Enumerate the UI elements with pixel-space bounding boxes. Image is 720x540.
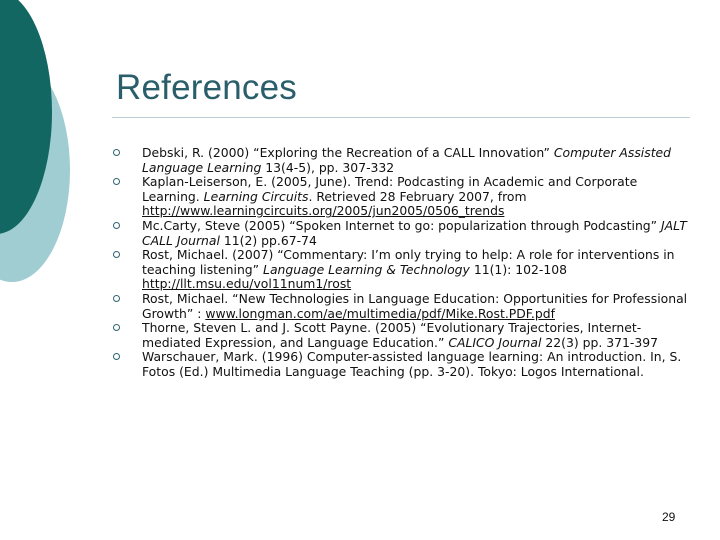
page-number: 29 — [662, 510, 676, 524]
decorative-teal-shapes — [0, 0, 80, 300]
reference-text: 11(2) pp.67-74 — [219, 232, 317, 248]
circle-bullet-icon — [113, 353, 120, 360]
reference-text: 13(4-5), pp. 307-332 — [261, 159, 395, 175]
circle-bullet-icon — [113, 251, 120, 258]
circle-bullet-icon — [113, 149, 120, 156]
reference-text: Rost, Michael. “New Technologies in Language Education: Opportunities for Professional Growth” : — [142, 290, 688, 321]
reference-title-italic: Language Learning & Technology — [263, 261, 470, 277]
reference-text: Mc.Carty, Steve (2005) “Spoken Internet to go: popularization through Podcasting” — [142, 217, 662, 233]
reference-link[interactable]: www.longman.com/ae/multimedia/pdf/Mike.Rost.PDF.pdf — [205, 305, 555, 321]
reference-text: Rost, Michael. (2007) “Commentary: I’m only trying to help: A role for interventions in teaching listening” — [142, 247, 675, 277]
reference-text: Debski, R. (2000) “Exploring the Recreation of a CALL Innovation” — [142, 145, 554, 160]
circle-bullet-icon — [113, 295, 120, 302]
reference-item — [112, 146, 692, 175]
reference-title-italic: Computer Assisted Language Learning — [142, 145, 672, 175]
reference-text: 22(3) pp. 371-397 — [541, 334, 659, 350]
reference-text: Warschauer, Mark. (1996) Computer-assisted language learning: An introduction. In, S. Fotos (Ed.) Multimedia Language Teaching (pp. 3-20). Tokyo: Logos International. — [142, 349, 682, 379]
reference-text: Kaplan-Leiserson, E. (2005, June). Trend: Podcasting in Academic and Corporate Learning. — [142, 174, 638, 204]
reference-title-italic: JALT CALL Journal — [142, 217, 687, 248]
reference-text: 11(1): 102-108 — [469, 261, 568, 277]
reference-title-italic: CALICO Journal — [448, 334, 542, 350]
circle-bullet-icon — [113, 324, 120, 331]
reference-link[interactable]: http://llt.msu.edu/vol11num1/rost — [142, 276, 352, 292]
circle-bullet-icon — [113, 222, 120, 229]
reference-item — [112, 321, 692, 350]
reference-link[interactable]: http://www.learningcircuits.org/2005/jun2005/0506_trends — [142, 203, 505, 219]
reference-item — [112, 350, 692, 379]
reference-item — [112, 292, 692, 321]
reference-list — [112, 146, 692, 380]
reference-item — [112, 175, 692, 219]
page-title: References — [116, 68, 297, 107]
reference-item — [112, 248, 692, 292]
reference-item — [112, 219, 692, 248]
reference-text: Thorne, Steven L. and J. Scott Payne. (2005) “Evolutionary Trajectories, Internet-mediated Expression, and Language Education.” — [142, 320, 642, 350]
title-divider — [112, 117, 690, 118]
circle-bullet-icon — [113, 178, 120, 185]
reference-text: . Retrieved 28 February 2007, from — [308, 188, 527, 204]
reference-title-italic: Learning Circuits — [203, 188, 309, 204]
